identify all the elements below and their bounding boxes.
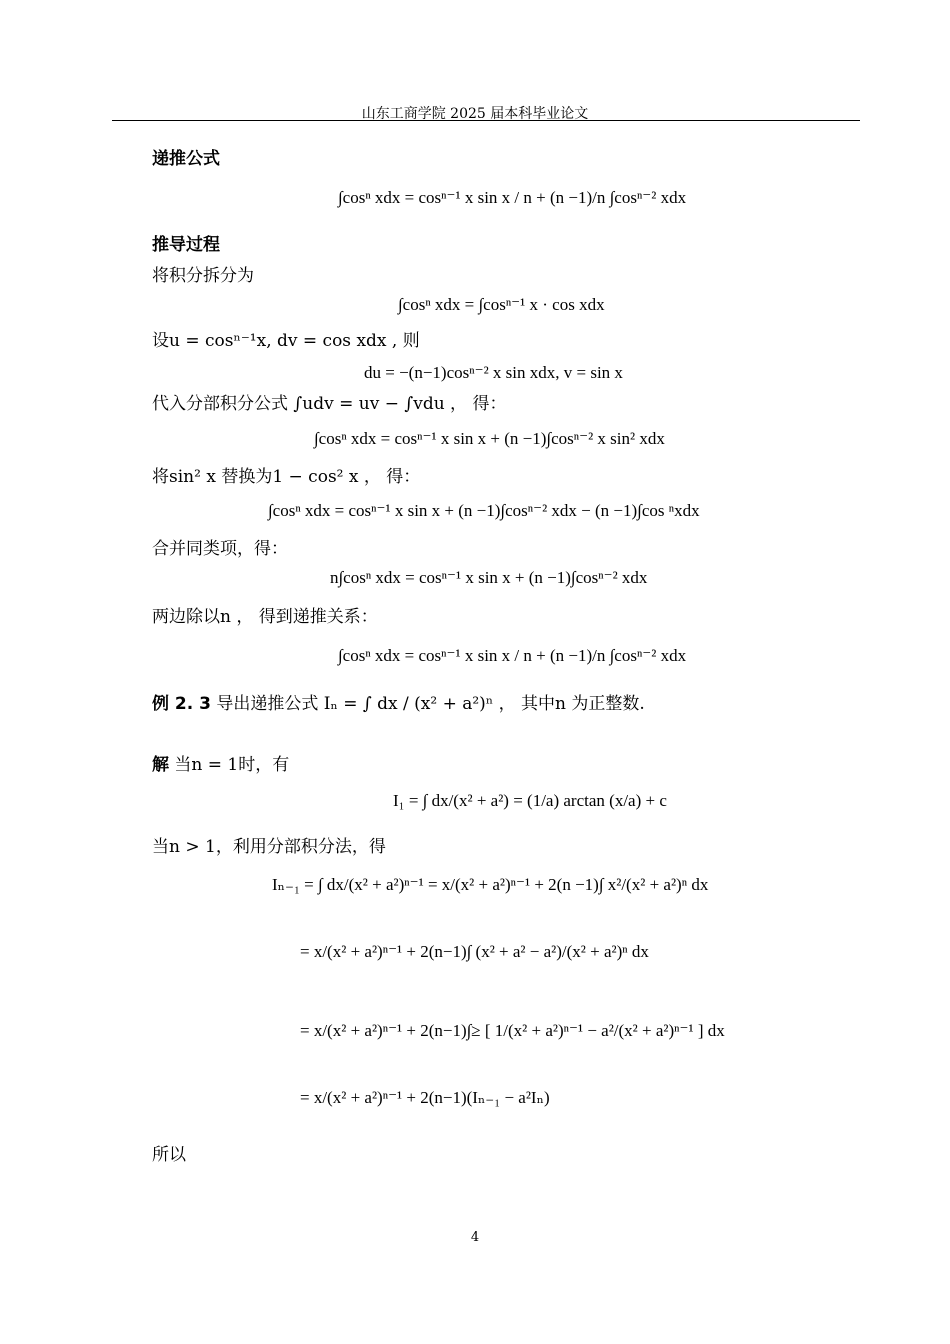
replace-text: 将sin² x 替换为1 − cos² x ， 得： xyxy=(152,467,421,487)
derivation-title: 推导过程 xyxy=(152,235,220,255)
equation-f3: = x/(x² + a²)ⁿ⁻¹ + 2(n−1)∫≥ [ 1/(x² + a²)ⁿ⁻¹ − a²/(x² + a²)ⁿ⁻¹ ] dx xyxy=(300,1021,725,1040)
split-text: 将积分拆分为 xyxy=(152,266,254,286)
divide-text: 两边除以n ， 得到递推关系： xyxy=(152,607,378,627)
ngt1-text: 当n > 1，利用分部积分法，得 xyxy=(152,837,386,857)
equation-combine: n∫cosⁿ xdx = cosⁿ⁻¹ x sin x + (n −1)∫cosⁿ⁻² xdx xyxy=(330,568,648,587)
equation-split: ∫cosⁿ xdx = ∫cosⁿ⁻¹ x · cos xdx xyxy=(398,295,605,314)
example-text: 导出递推公式 Iₙ = ∫ dx / (x² + a²)ⁿ ， 其中n 为正整数. xyxy=(216,694,645,714)
equation-parts: ∫cosⁿ xdx = cosⁿ⁻¹ x sin x + (n −1)∫cosⁿ⁻² x sin² xdx xyxy=(314,429,665,448)
solution-text: 当n = 1时，有 xyxy=(174,755,290,775)
so-text: 所以 xyxy=(152,1145,186,1165)
solution-label: 解 xyxy=(152,755,169,775)
set-text: 设u = cosⁿ⁻¹x, dv = cos xdx , 则 xyxy=(152,331,420,351)
equation-recursion-1: ∫cosⁿ xdx = cosⁿ⁻¹ x sin x / n + (n −1)/n ∫cosⁿ⁻² xdx xyxy=(338,188,687,207)
equation-du: du = −(n−1)cosⁿ⁻² x sin xdx, v = sin x xyxy=(364,363,623,382)
page-number: 4 xyxy=(470,1230,480,1245)
example-label: 例 2. 3 xyxy=(152,694,211,714)
equation-f4: = x/(x² + a²)ⁿ⁻¹ + 2(n−1)(Iₙ₋₁ − a²Iₙ) xyxy=(300,1088,550,1107)
equation-f2: = x/(x² + a²)ⁿ⁻¹ + 2(n−1)∫ (x² + a² − a²)/(x² + a²)ⁿ dx xyxy=(300,942,649,961)
parts-text: 代入分部积分公式 ∫udv = uv − ∫vdu ， 得： xyxy=(152,394,507,414)
equation-recursion-2: ∫cosⁿ xdx = cosⁿ⁻¹ x sin x / n + (n −1)/n ∫cosⁿ⁻² xdx xyxy=(338,646,687,665)
equation-f1: Iₙ₋₁ = ∫ dx/(x² + a²)ⁿ⁻¹ = x/(x² + a²)ⁿ⁻¹ + 2(n −1)∫ x²/(x² + a²)ⁿ dx xyxy=(272,875,709,894)
running-header: 山东工商学院 2025 届本科毕业论文 xyxy=(361,106,589,122)
equation-i1: I₁ = ∫ dx/(x² + a²) = (1/a) arctan (x/a) + c xyxy=(393,791,667,810)
recursion-title: 递推公式 xyxy=(152,149,220,169)
combine-text: 合并同类项，得： xyxy=(152,539,288,559)
solution-line xyxy=(152,754,289,776)
header-rule xyxy=(112,120,860,121)
example-line xyxy=(152,693,645,715)
equation-replace: ∫cosⁿ xdx = cosⁿ⁻¹ x sin x + (n −1)∫cosⁿ⁻² xdx − (n −1)∫cos ⁿxdx xyxy=(268,501,700,520)
